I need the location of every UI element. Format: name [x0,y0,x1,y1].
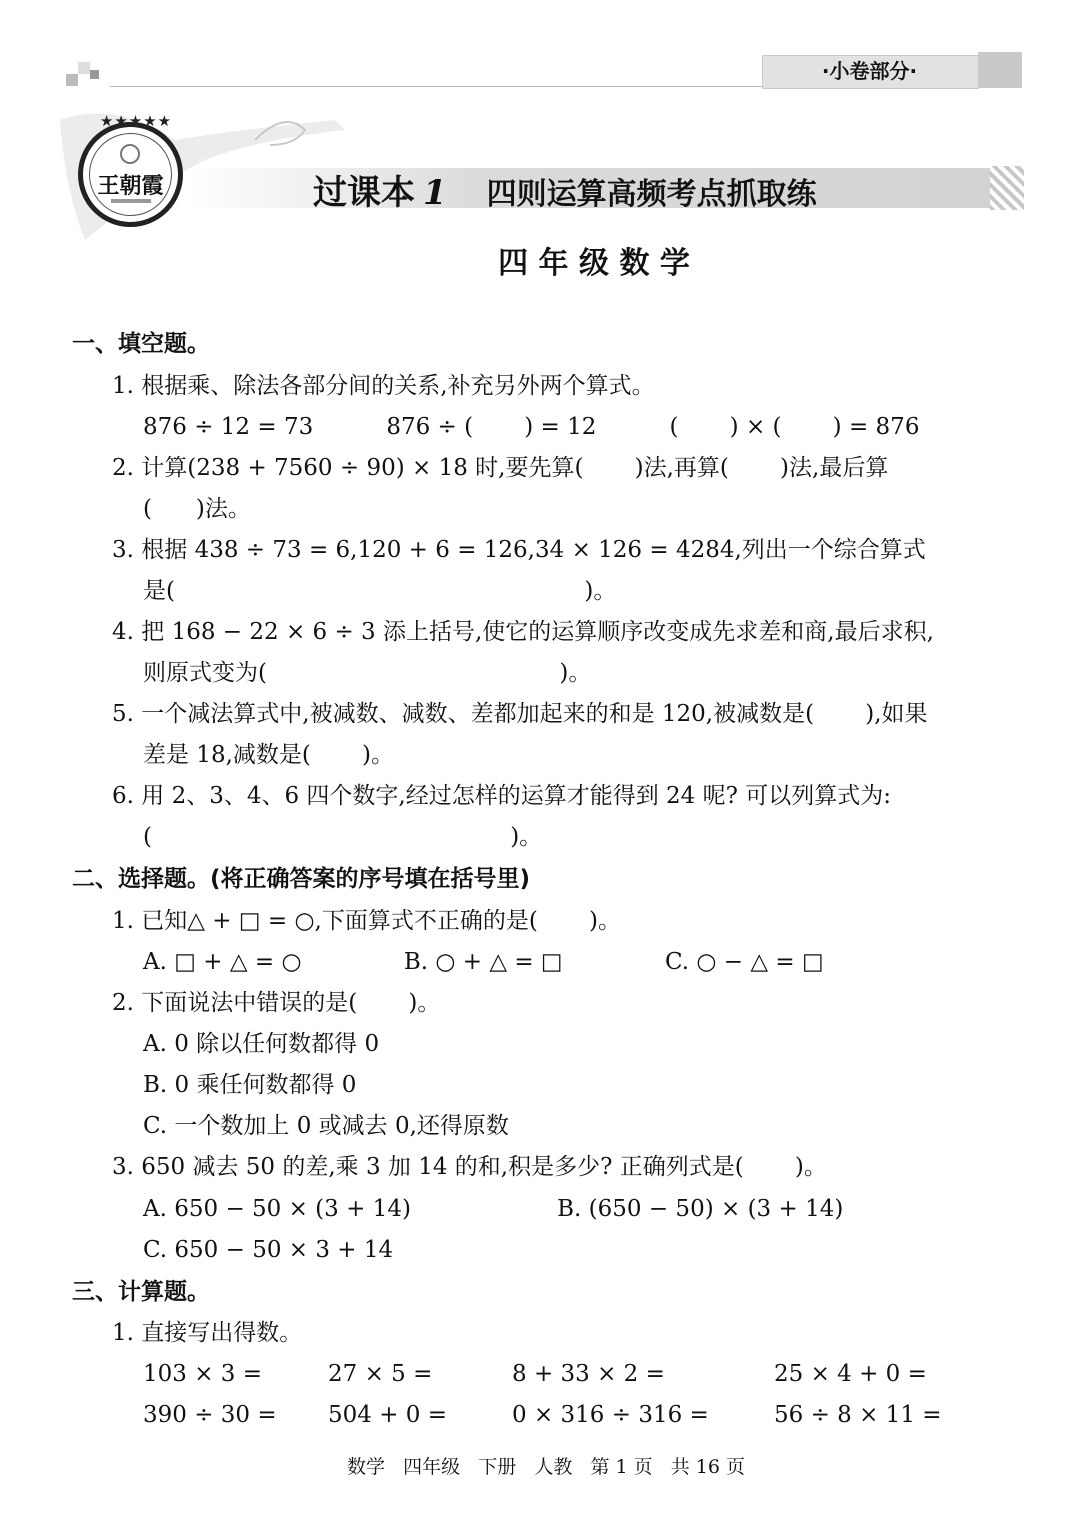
question-line: 3. 根据 438 ÷ 73 = 6,120 + 6 = 126,34 × 126 = 4284,列出一个综合算式 [112,537,926,563]
question-line: 是( )。 [143,578,617,604]
calc-item: 504 + 0 = [328,1402,448,1428]
logo-text: 王朝霞 [97,173,164,199]
option-line: A. 0 除以任何数都得 0 [143,1031,380,1057]
lesson-title-prefix: 过课本 [313,173,415,213]
page-footer: 数学 四年级 下册 人教 第 1 页 共 16 页 [346,1456,746,1478]
section-3-heading: 三、计算题。 [72,1279,210,1305]
question-line: ( )。 [143,824,543,850]
question-line: 3. 650 减去 50 的差,乘 3 加 14 的和,积是多少? 正确列式是( )。 [112,1154,827,1180]
question-line: 1. 直接写出得数。 [112,1320,303,1346]
title-band-pattern [990,166,1024,210]
section-2-heading: 二、选择题。(将正确答案的序号填在括号里) [72,866,531,892]
calc-item: 103 × 3 = [143,1361,263,1387]
calc-item: 25 × 4 + 0 = [774,1361,927,1387]
option-line: B. 0 乘任何数都得 0 [143,1072,357,1098]
question-line: 1. 已知△ + □ = ○,下面算式不正确的是( )。 [112,908,621,934]
calc-item: 8 + 33 × 2 = [512,1361,665,1387]
question-line: ( )法。 [143,496,251,522]
section-1-heading: 一、填空题。 [72,331,210,357]
question-line: 2. 下面说法中错误的是( )。 [112,990,441,1016]
calc-item: 56 ÷ 8 × 11 = [774,1402,942,1428]
question-line: 6. 用 2、3、4、6 四个数字,经过怎样的运算才能得到 24 呢? 可以列算式为: [112,783,892,809]
question-line: 5. 一个减法算式中,被减数、减数、差都加起来的和是 120,被减数是( ),如果 [112,701,928,727]
calc-item: 27 × 5 = [328,1361,433,1387]
logo-face-icon [120,144,140,164]
question-line: 2. 计算(238 + 7560 ÷ 90) × 18 时,要先算( )法,再算( )法,最后算 [112,455,889,481]
question-line: 876 ÷ 12 = 73 876 ÷ ( ) = 12 ( ) × ( ) = 876 [143,414,920,440]
question-line: 则原式变为( )。 [143,660,592,686]
option-line: C. 一个数加上 0 或减去 0,还得原数 [143,1113,509,1139]
option-line: A. □ + △ = ○ B. ○ + △ = □ C. ○ − △ = □ [143,949,824,975]
question-line: 1. 根据乘、除法各部分间的关系,补充另外两个算式。 [112,373,655,399]
question-line: 4. 把 168 − 22 × 6 ÷ 3 添上括号,使它的运算顺序改变成先求差和商,最后求积, [112,619,934,645]
lesson-title-main: 四则运算高频考点抓取练 [486,177,817,212]
section-tag-right [978,52,1022,88]
lesson-title [313,165,817,211]
logo-stars-icon: ★★★★★ [99,112,173,130]
corner-decoration [66,62,106,88]
option-line: C. 650 − 50 × 3 + 14 [143,1237,394,1263]
calc-item: 390 ÷ 30 = [143,1402,277,1428]
section-tag-label: ·小卷部分· [821,59,918,83]
lesson-number: 1 [423,173,447,213]
calc-item: 0 × 316 ÷ 316 = [512,1402,709,1428]
option-line: A. 650 − 50 × (3 + 14) B. (650 − 50) × (3 + 14) [143,1196,844,1222]
page-subtitle: 四 年 级 数 学 [498,246,690,281]
publisher-logo [78,122,183,227]
question-line: 差是 18,减数是( )。 [143,742,395,768]
